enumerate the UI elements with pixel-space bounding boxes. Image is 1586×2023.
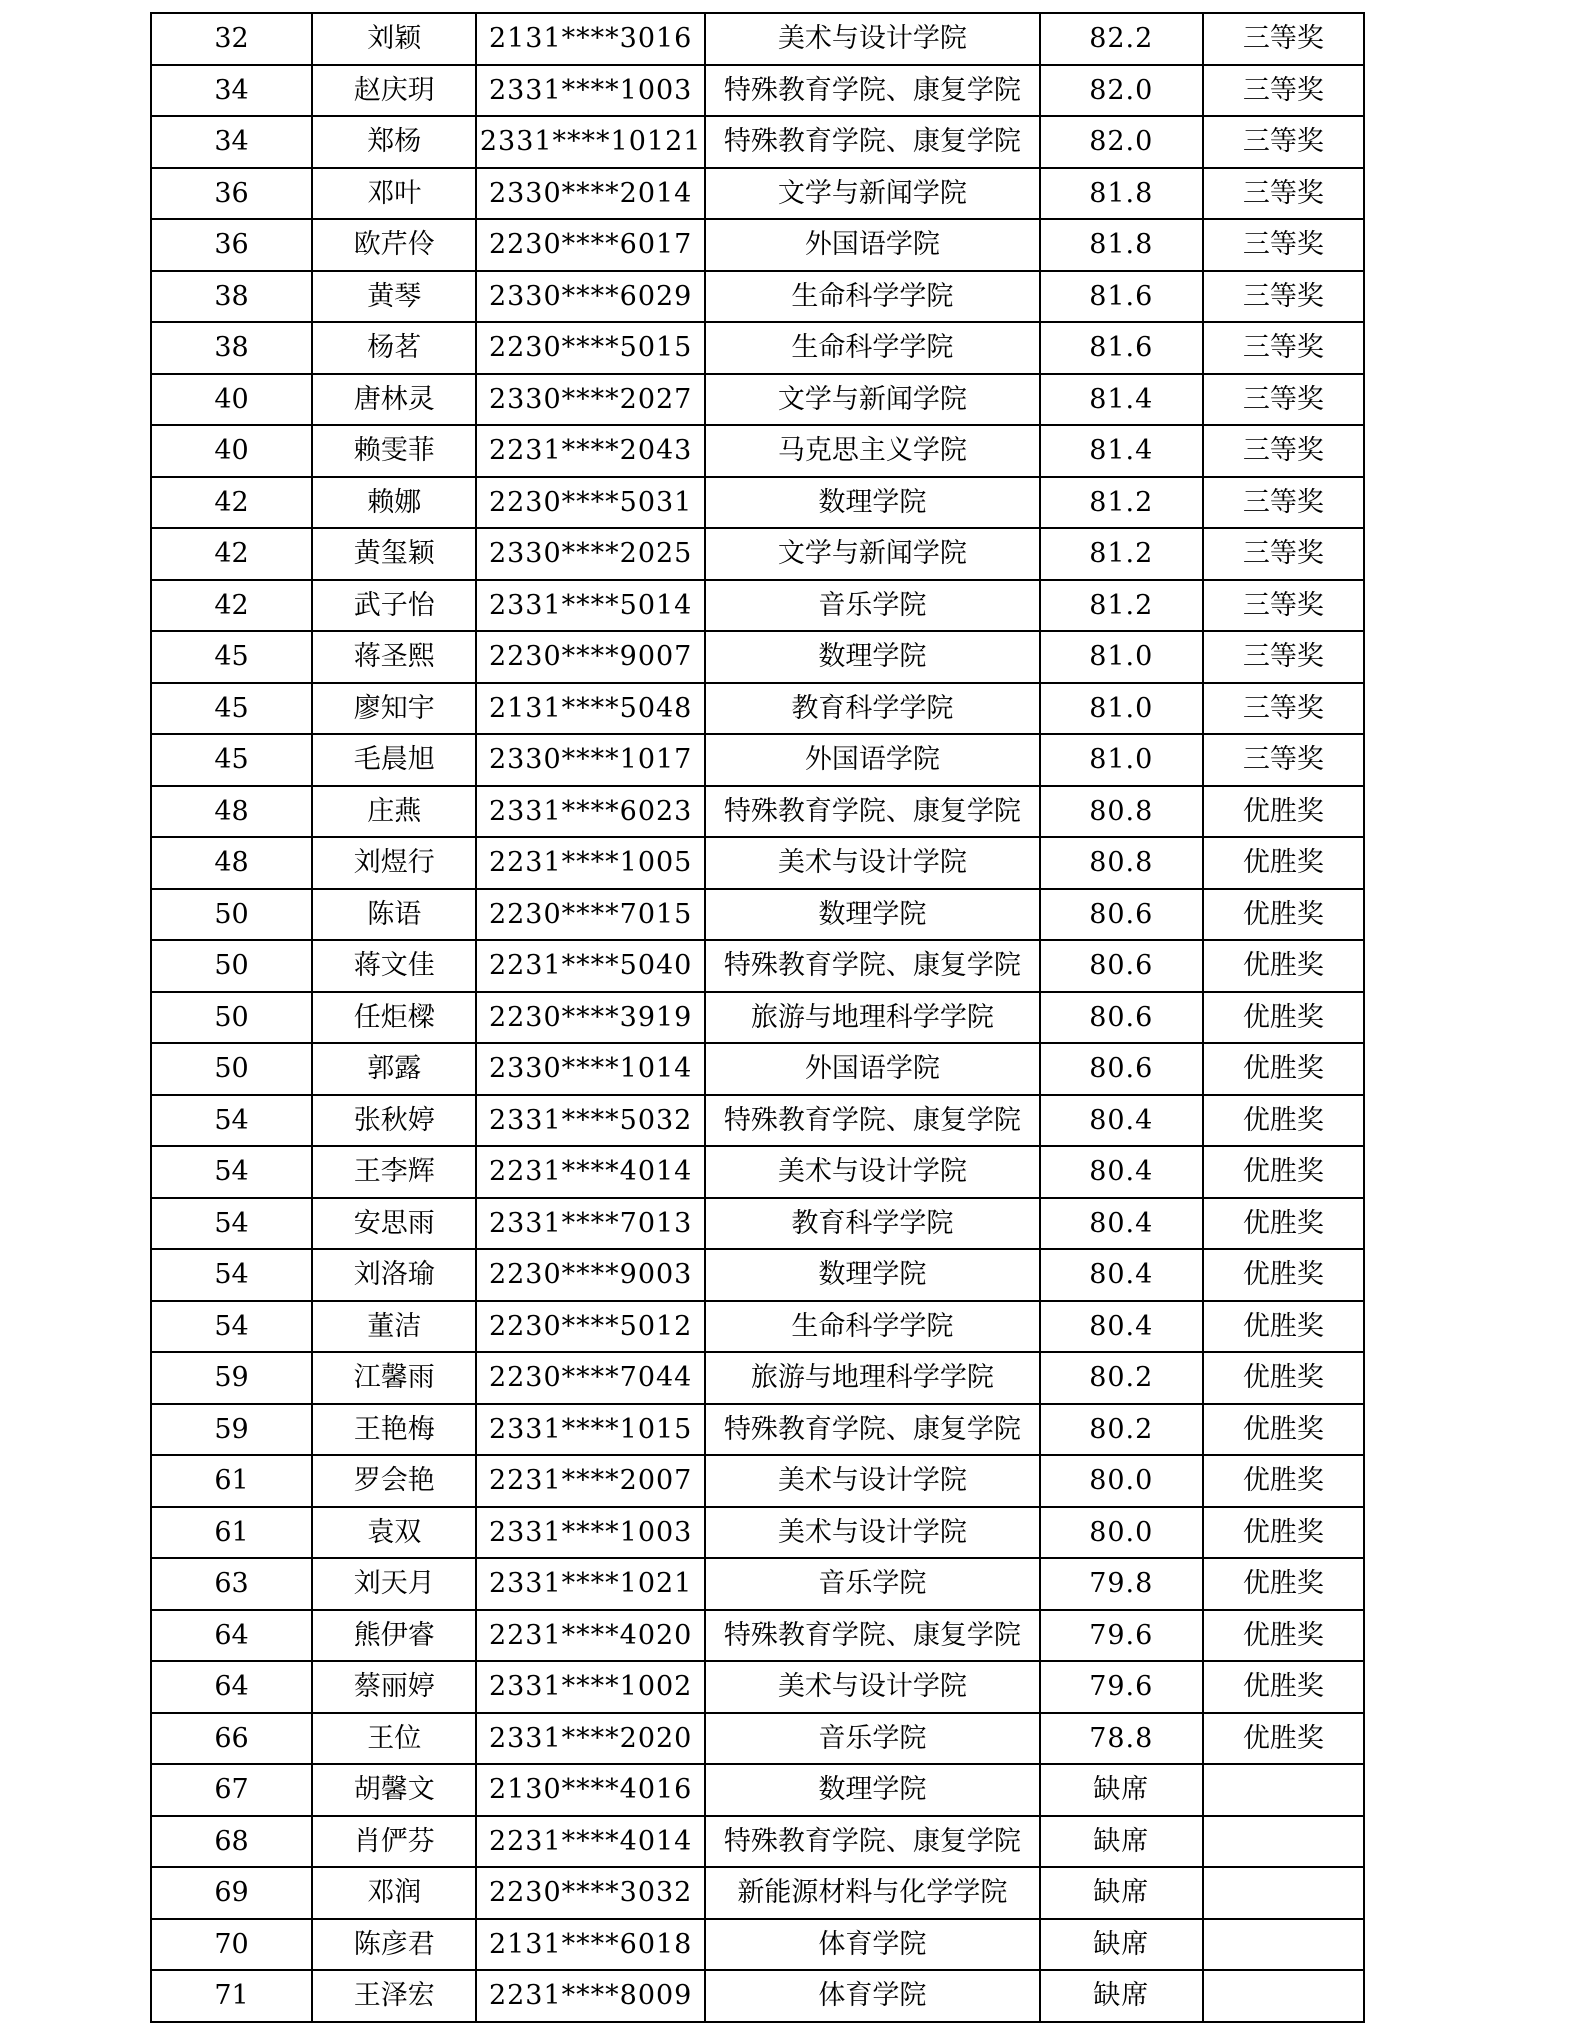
score-cell: 缺席 — [1040, 1919, 1203, 1971]
student-id-cell: 2330****6029 — [476, 271, 705, 323]
award-cell: 三等奖 — [1203, 528, 1364, 580]
student-name-cell: 王泽宏 — [312, 1970, 476, 2022]
student-id-cell: 2231****8009 — [476, 1970, 705, 2022]
rank-cell: 50 — [151, 992, 312, 1044]
table-row — [151, 1352, 1364, 1404]
table-row — [151, 1713, 1364, 1765]
award-cell — [1203, 1764, 1364, 1816]
student-id-cell: 2331****5032 — [476, 1095, 705, 1147]
award-cell — [1203, 1867, 1364, 1919]
college-cell: 外国语学院 — [705, 1043, 1040, 1095]
student-id-cell: 2130****4016 — [476, 1764, 705, 1816]
student-name-cell: 欧芹伶 — [312, 219, 476, 271]
college-cell: 数理学院 — [705, 477, 1040, 529]
student-id-cell: 2330****2014 — [476, 168, 705, 220]
student-name-cell: 刘洛瑜 — [312, 1249, 476, 1301]
table-row — [151, 1455, 1364, 1507]
results-table — [150, 12, 1365, 2023]
award-cell: 优胜奖 — [1203, 1610, 1364, 1662]
student-name-cell: 张秋婷 — [312, 1095, 476, 1147]
student-name-cell: 邓叶 — [312, 168, 476, 220]
award-cell — [1203, 1816, 1364, 1868]
table-row — [151, 837, 1364, 889]
award-cell: 三等奖 — [1203, 683, 1364, 735]
table-row — [151, 1146, 1364, 1198]
student-id-cell: 2331****1015 — [476, 1404, 705, 1456]
student-id-cell: 2231****2043 — [476, 425, 705, 477]
student-name-cell: 蒋文佳 — [312, 940, 476, 992]
student-id-cell: 2331****2020 — [476, 1713, 705, 1765]
award-cell: 优胜奖 — [1203, 1095, 1364, 1147]
award-cell: 优胜奖 — [1203, 1558, 1364, 1610]
college-cell: 文学与新闻学院 — [705, 528, 1040, 580]
award-cell: 优胜奖 — [1203, 1043, 1364, 1095]
award-cell — [1203, 1970, 1364, 2022]
table-row — [151, 1095, 1364, 1147]
table-row — [151, 1198, 1364, 1250]
student-name-cell: 武子怡 — [312, 580, 476, 632]
rank-cell: 36 — [151, 168, 312, 220]
college-cell: 美术与设计学院 — [705, 1507, 1040, 1559]
college-cell: 外国语学院 — [705, 219, 1040, 271]
table-row — [151, 1661, 1364, 1713]
rank-cell: 54 — [151, 1301, 312, 1353]
score-cell: 78.8 — [1040, 1713, 1203, 1765]
score-cell: 81.6 — [1040, 322, 1203, 374]
table-row — [151, 13, 1364, 65]
student-id-cell: 2231****1005 — [476, 837, 705, 889]
score-cell: 81.2 — [1040, 528, 1203, 580]
rank-cell: 54 — [151, 1198, 312, 1250]
score-cell: 缺席 — [1040, 1764, 1203, 1816]
college-cell: 特殊教育学院、康复学院 — [705, 1610, 1040, 1662]
table-row — [151, 1404, 1364, 1456]
rank-cell: 34 — [151, 116, 312, 168]
student-id-cell: 2230****5031 — [476, 477, 705, 529]
award-cell: 优胜奖 — [1203, 1713, 1364, 1765]
rank-cell: 48 — [151, 837, 312, 889]
college-cell: 数理学院 — [705, 889, 1040, 941]
college-cell: 教育科学学院 — [705, 683, 1040, 735]
student-name-cell: 唐林灵 — [312, 374, 476, 426]
student-id-cell: 2331****6023 — [476, 786, 705, 838]
college-cell: 美术与设计学院 — [705, 1455, 1040, 1507]
college-cell: 音乐学院 — [705, 1558, 1040, 1610]
rank-cell: 61 — [151, 1455, 312, 1507]
table-row — [151, 786, 1364, 838]
award-cell: 优胜奖 — [1203, 1507, 1364, 1559]
rank-cell: 67 — [151, 1764, 312, 1816]
college-cell: 美术与设计学院 — [705, 13, 1040, 65]
student-id-cell: 2230****3032 — [476, 1867, 705, 1919]
table-row — [151, 425, 1364, 477]
award-cell: 三等奖 — [1203, 631, 1364, 683]
college-cell: 特殊教育学院、康复学院 — [705, 65, 1040, 117]
award-cell: 优胜奖 — [1203, 786, 1364, 838]
award-cell: 三等奖 — [1203, 271, 1364, 323]
college-cell: 生命科学学院 — [705, 271, 1040, 323]
college-cell: 新能源材料与化学学院 — [705, 1867, 1040, 1919]
rank-cell: 59 — [151, 1404, 312, 1456]
score-cell: 79.8 — [1040, 1558, 1203, 1610]
award-cell: 优胜奖 — [1203, 837, 1364, 889]
table-row — [151, 1919, 1364, 1971]
college-cell: 生命科学学院 — [705, 1301, 1040, 1353]
rank-cell: 54 — [151, 1095, 312, 1147]
score-cell: 81.8 — [1040, 168, 1203, 220]
college-cell: 数理学院 — [705, 631, 1040, 683]
college-cell: 生命科学学院 — [705, 322, 1040, 374]
college-cell: 特殊教育学院、康复学院 — [705, 1095, 1040, 1147]
student-id-cell: 2331****7013 — [476, 1198, 705, 1250]
rank-cell: 50 — [151, 940, 312, 992]
student-name-cell: 庄燕 — [312, 786, 476, 838]
rank-cell: 45 — [151, 631, 312, 683]
student-name-cell: 任炬樑 — [312, 992, 476, 1044]
college-cell: 文学与新闻学院 — [705, 374, 1040, 426]
table-row — [151, 168, 1364, 220]
student-id-cell: 2331****1003 — [476, 1507, 705, 1559]
score-cell: 79.6 — [1040, 1661, 1203, 1713]
score-cell: 80.8 — [1040, 837, 1203, 889]
college-cell: 体育学院 — [705, 1970, 1040, 2022]
table-row — [151, 322, 1364, 374]
rank-cell: 38 — [151, 271, 312, 323]
student-name-cell: 黄琴 — [312, 271, 476, 323]
score-cell: 80.8 — [1040, 786, 1203, 838]
student-name-cell: 刘煜行 — [312, 837, 476, 889]
table-row — [151, 219, 1364, 271]
student-name-cell: 董洁 — [312, 1301, 476, 1353]
table-row — [151, 1301, 1364, 1353]
award-cell: 优胜奖 — [1203, 1352, 1364, 1404]
college-cell: 特殊教育学院、康复学院 — [705, 1816, 1040, 1868]
score-cell: 缺席 — [1040, 1867, 1203, 1919]
award-cell: 三等奖 — [1203, 734, 1364, 786]
student-name-cell: 赵庆玥 — [312, 65, 476, 117]
results-table-body — [151, 13, 1364, 2022]
award-cell: 优胜奖 — [1203, 1249, 1364, 1301]
student-name-cell: 杨茗 — [312, 322, 476, 374]
student-id-cell: 2231****2007 — [476, 1455, 705, 1507]
student-id-cell: 2230****3919 — [476, 992, 705, 1044]
student-name-cell: 赖雯菲 — [312, 425, 476, 477]
table-row — [151, 1043, 1364, 1095]
award-cell: 三等奖 — [1203, 322, 1364, 374]
table-row — [151, 940, 1364, 992]
student-name-cell: 郑杨 — [312, 116, 476, 168]
award-cell: 优胜奖 — [1203, 1661, 1364, 1713]
award-cell: 优胜奖 — [1203, 1404, 1364, 1456]
award-cell: 三等奖 — [1203, 580, 1364, 632]
award-cell: 三等奖 — [1203, 374, 1364, 426]
award-cell: 三等奖 — [1203, 116, 1364, 168]
student-name-cell: 郭露 — [312, 1043, 476, 1095]
college-cell: 特殊教育学院、康复学院 — [705, 1404, 1040, 1456]
college-cell: 音乐学院 — [705, 580, 1040, 632]
award-cell: 优胜奖 — [1203, 940, 1364, 992]
rank-cell: 71 — [151, 1970, 312, 2022]
award-cell: 三等奖 — [1203, 13, 1364, 65]
student-id-cell: 2230****9003 — [476, 1249, 705, 1301]
table-row — [151, 1610, 1364, 1662]
rank-cell: 50 — [151, 1043, 312, 1095]
student-id-cell: 2131****5048 — [476, 683, 705, 735]
student-id-cell: 2230****7044 — [476, 1352, 705, 1404]
rank-cell: 66 — [151, 1713, 312, 1765]
student-name-cell: 陈语 — [312, 889, 476, 941]
score-cell: 81.8 — [1040, 219, 1203, 271]
table-row — [151, 1970, 1364, 2022]
student-id-cell: 2231****5040 — [476, 940, 705, 992]
student-name-cell: 肖俨芬 — [312, 1816, 476, 1868]
rank-cell: 34 — [151, 65, 312, 117]
table-row — [151, 734, 1364, 786]
rank-cell: 50 — [151, 889, 312, 941]
table-row — [151, 1867, 1364, 1919]
college-cell: 外国语学院 — [705, 734, 1040, 786]
score-cell: 80.4 — [1040, 1095, 1203, 1147]
score-cell: 81.2 — [1040, 477, 1203, 529]
rank-cell: 42 — [151, 528, 312, 580]
score-cell: 82.0 — [1040, 65, 1203, 117]
rank-cell: 61 — [151, 1507, 312, 1559]
award-cell — [1203, 1919, 1364, 1971]
college-cell: 旅游与地理科学学院 — [705, 1352, 1040, 1404]
score-cell: 80.4 — [1040, 1146, 1203, 1198]
score-cell: 80.4 — [1040, 1301, 1203, 1353]
student-id-cell: 2230****9007 — [476, 631, 705, 683]
student-name-cell: 黄玺颖 — [312, 528, 476, 580]
rank-cell: 69 — [151, 1867, 312, 1919]
table-row — [151, 528, 1364, 580]
award-cell: 优胜奖 — [1203, 1146, 1364, 1198]
award-cell: 优胜奖 — [1203, 1198, 1364, 1250]
score-cell: 80.4 — [1040, 1249, 1203, 1301]
rank-cell: 40 — [151, 374, 312, 426]
table-row — [151, 631, 1364, 683]
award-cell: 三等奖 — [1203, 168, 1364, 220]
score-cell: 80.6 — [1040, 992, 1203, 1044]
student-name-cell: 廖知宇 — [312, 683, 476, 735]
score-cell: 79.6 — [1040, 1610, 1203, 1662]
rank-cell: 48 — [151, 786, 312, 838]
score-cell: 81.6 — [1040, 271, 1203, 323]
college-cell: 美术与设计学院 — [705, 1661, 1040, 1713]
rank-cell: 45 — [151, 683, 312, 735]
rank-cell: 54 — [151, 1146, 312, 1198]
rank-cell: 68 — [151, 1816, 312, 1868]
table-row — [151, 580, 1364, 632]
college-cell: 旅游与地理科学学院 — [705, 992, 1040, 1044]
score-cell: 80.2 — [1040, 1352, 1203, 1404]
student-name-cell: 王李辉 — [312, 1146, 476, 1198]
award-cell: 优胜奖 — [1203, 992, 1364, 1044]
student-id-cell: 2230****5012 — [476, 1301, 705, 1353]
table-row — [151, 1249, 1364, 1301]
student-id-cell: 2231****4014 — [476, 1816, 705, 1868]
student-name-cell: 罗会艳 — [312, 1455, 476, 1507]
rank-cell: 38 — [151, 322, 312, 374]
student-name-cell: 赖娜 — [312, 477, 476, 529]
score-cell: 80.6 — [1040, 940, 1203, 992]
score-cell: 81.4 — [1040, 425, 1203, 477]
rank-cell: 64 — [151, 1661, 312, 1713]
college-cell: 特殊教育学院、康复学院 — [705, 786, 1040, 838]
score-cell: 81.0 — [1040, 683, 1203, 735]
student-id-cell: 2231****4020 — [476, 1610, 705, 1662]
student-id-cell: 2131****3016 — [476, 13, 705, 65]
college-cell: 数理学院 — [705, 1764, 1040, 1816]
table-row — [151, 992, 1364, 1044]
student-name-cell: 刘天月 — [312, 1558, 476, 1610]
award-cell: 三等奖 — [1203, 219, 1364, 271]
student-id-cell: 2230****5015 — [476, 322, 705, 374]
college-cell: 特殊教育学院、康复学院 — [705, 940, 1040, 992]
table-row — [151, 1816, 1364, 1868]
award-cell: 优胜奖 — [1203, 889, 1364, 941]
award-cell: 三等奖 — [1203, 65, 1364, 117]
rank-cell: 40 — [151, 425, 312, 477]
student-id-cell: 2330****1014 — [476, 1043, 705, 1095]
college-cell: 马克思主义学院 — [705, 425, 1040, 477]
college-cell: 体育学院 — [705, 1919, 1040, 1971]
score-cell: 80.6 — [1040, 1043, 1203, 1095]
table-row — [151, 683, 1364, 735]
rank-cell: 59 — [151, 1352, 312, 1404]
college-cell: 特殊教育学院、康复学院 — [705, 116, 1040, 168]
rank-cell: 42 — [151, 580, 312, 632]
rank-cell: 63 — [151, 1558, 312, 1610]
student-name-cell: 安思雨 — [312, 1198, 476, 1250]
score-cell: 80.2 — [1040, 1404, 1203, 1456]
rank-cell: 32 — [151, 13, 312, 65]
score-cell: 82.2 — [1040, 13, 1203, 65]
table-row — [151, 271, 1364, 323]
table-row — [151, 889, 1364, 941]
student-id-cell: 2331****1003 — [476, 65, 705, 117]
student-name-cell: 王艳梅 — [312, 1404, 476, 1456]
student-name-cell: 江馨雨 — [312, 1352, 476, 1404]
table-row — [151, 1764, 1364, 1816]
student-id-cell: 2331****5014 — [476, 580, 705, 632]
score-cell: 缺席 — [1040, 1970, 1203, 2022]
student-name-cell: 蒋圣熙 — [312, 631, 476, 683]
student-id-cell: 2331****1021 — [476, 1558, 705, 1610]
rank-cell: 45 — [151, 734, 312, 786]
student-name-cell: 蔡丽婷 — [312, 1661, 476, 1713]
score-cell: 81.4 — [1040, 374, 1203, 426]
rank-cell: 70 — [151, 1919, 312, 1971]
student-id-cell: 2131****6018 — [476, 1919, 705, 1971]
student-id-cell: 2231****4014 — [476, 1146, 705, 1198]
rank-cell: 36 — [151, 219, 312, 271]
award-cell: 三等奖 — [1203, 425, 1364, 477]
student-id-cell: 2331****10121 — [476, 116, 705, 168]
table-row — [151, 1558, 1364, 1610]
college-cell: 美术与设计学院 — [705, 1146, 1040, 1198]
rank-cell: 42 — [151, 477, 312, 529]
student-id-cell: 2330****2027 — [476, 374, 705, 426]
score-cell: 缺席 — [1040, 1816, 1203, 1868]
table-row — [151, 116, 1364, 168]
score-cell: 81.0 — [1040, 631, 1203, 683]
student-name-cell: 毛晨旭 — [312, 734, 476, 786]
score-cell: 80.0 — [1040, 1507, 1203, 1559]
score-cell: 80.6 — [1040, 889, 1203, 941]
score-cell: 80.0 — [1040, 1455, 1203, 1507]
student-name-cell: 邓润 — [312, 1867, 476, 1919]
college-cell: 教育科学学院 — [705, 1198, 1040, 1250]
student-name-cell: 王位 — [312, 1713, 476, 1765]
student-id-cell: 2230****7015 — [476, 889, 705, 941]
college-cell: 美术与设计学院 — [705, 837, 1040, 889]
score-cell: 82.0 — [1040, 116, 1203, 168]
score-cell: 80.4 — [1040, 1198, 1203, 1250]
rank-cell: 64 — [151, 1610, 312, 1662]
student-name-cell: 陈彦君 — [312, 1919, 476, 1971]
score-cell: 81.2 — [1040, 580, 1203, 632]
award-cell: 优胜奖 — [1203, 1301, 1364, 1353]
student-id-cell: 2230****6017 — [476, 219, 705, 271]
college-cell: 音乐学院 — [705, 1713, 1040, 1765]
college-cell: 数理学院 — [705, 1249, 1040, 1301]
student-name-cell: 袁双 — [312, 1507, 476, 1559]
student-id-cell: 2330****2025 — [476, 528, 705, 580]
award-cell: 优胜奖 — [1203, 1455, 1364, 1507]
table-row — [151, 65, 1364, 117]
student-id-cell: 2331****1002 — [476, 1661, 705, 1713]
college-cell: 文学与新闻学院 — [705, 168, 1040, 220]
award-cell: 三等奖 — [1203, 477, 1364, 529]
rank-cell: 54 — [151, 1249, 312, 1301]
table-row — [151, 477, 1364, 529]
score-cell: 81.0 — [1040, 734, 1203, 786]
student-name-cell: 熊伊睿 — [312, 1610, 476, 1662]
student-id-cell: 2330****1017 — [476, 734, 705, 786]
student-name-cell: 胡馨文 — [312, 1764, 476, 1816]
table-row — [151, 1507, 1364, 1559]
student-name-cell: 刘颖 — [312, 13, 476, 65]
table-row — [151, 374, 1364, 426]
